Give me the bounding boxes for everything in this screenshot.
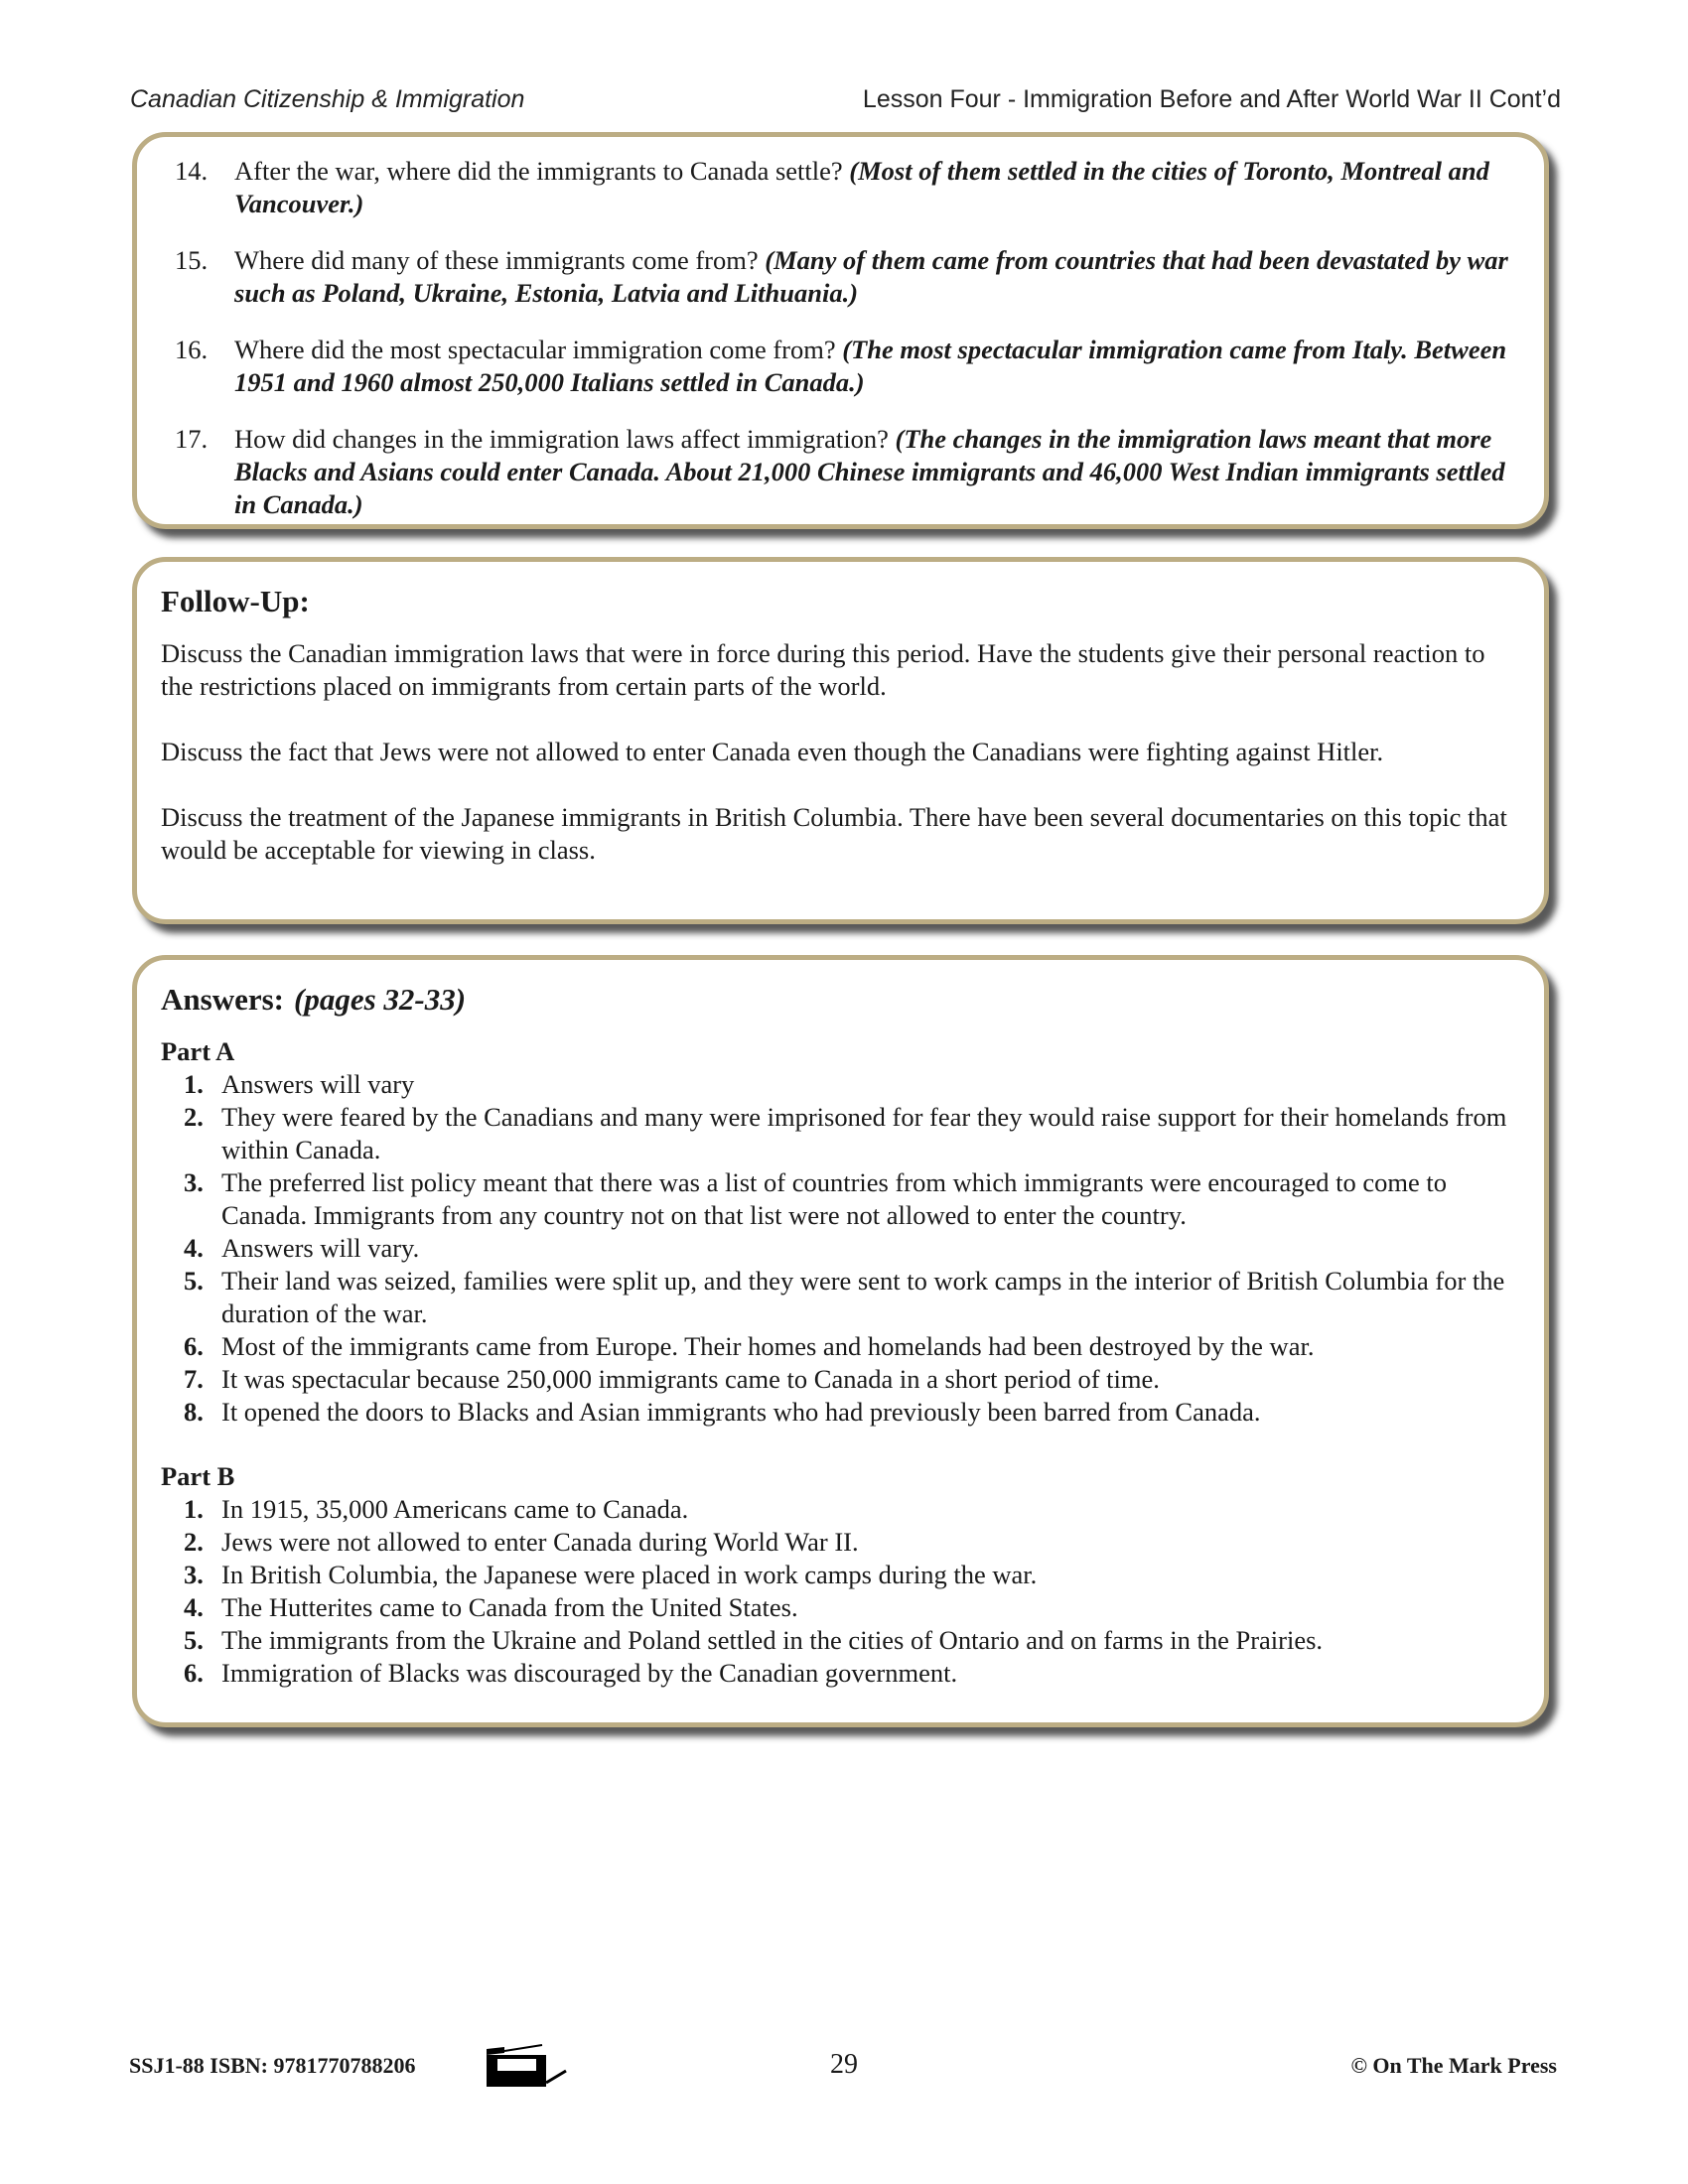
answer-item — [161, 1068, 1514, 1101]
part-b-title: Part B — [161, 1461, 235, 1491]
answer-text: The Hutterites came to Canada from the United States. — [221, 1592, 798, 1622]
answer-text: Answers will vary. — [221, 1233, 420, 1263]
answer-text: It opened the doors to Blacks and Asian immigrants who had previously been barred from Canada. — [221, 1397, 1261, 1427]
question: How did changes in the immigration laws affect immigration? — [234, 424, 896, 454]
question-text — [234, 155, 1524, 220]
answer-number: 7. — [184, 1364, 204, 1394]
follow-up-paragraph: Discuss the fact that Jews were not allowed to enter Canada even though the Canadians were fighting against Hitler. — [161, 737, 1384, 766]
footer-isbn: SSJ1-88 ISBN: 9781770788206 — [129, 2053, 416, 2078]
answer-number: 1. — [184, 1494, 204, 1524]
answer-number: 5. — [184, 1625, 204, 1655]
question-item — [175, 244, 1524, 310]
answer-item — [161, 1101, 1514, 1166]
answer-item — [161, 1166, 1514, 1232]
question-text — [234, 423, 1524, 521]
answer-item — [161, 1657, 1514, 1690]
questions-box — [132, 132, 1549, 529]
page-number: 29 — [830, 2049, 858, 2080]
answers-box — [132, 955, 1549, 1727]
answer-text: It was spectacular because 250,000 immigrants came to Canada in a short period of time. — [221, 1364, 1160, 1394]
answer-text: Immigration of Blacks was discouraged by the Canadian government. — [221, 1658, 958, 1688]
answer: (Most of them settled in the cities of Toronto, Montreal and Vancouver.) — [234, 156, 1489, 218]
answer-text: Jews were not allowed to enter Canada during World War II. — [221, 1527, 859, 1557]
answer-text: In British Columbia, the Japanese were placed in work camps during the war. — [221, 1560, 1038, 1589]
answer-item — [161, 1591, 1514, 1624]
footer-publisher: © On The Mark Press — [1350, 2053, 1557, 2078]
answers-label: Answers: — [161, 982, 284, 1017]
answer-text: The preferred list policy meant that there was a list of countries from which immigrants were encouraged to come to Canada. Immigrants from any country not on that list were not allowed to enter the country. — [221, 1167, 1448, 1230]
follow-up-paragraph: Discuss the treatment of the Japanese immigrants in British Columbia. There have been several documentaries on this topic that would be acceptable for viewing in class. — [161, 802, 1507, 865]
answer-item — [161, 1559, 1514, 1591]
answer-number: 5. — [184, 1266, 204, 1296]
answer-item — [161, 1330, 1514, 1363]
answer-item — [161, 1265, 1514, 1330]
question: Where did many of these immigrants come from? — [234, 245, 766, 275]
question: After the war, where did the immigrants to Canada settle? — [234, 156, 850, 186]
answer-number: 8. — [184, 1397, 204, 1427]
answer-text: They were feared by the Canadians and many were imprisoned for fear they would raise support for their homelands from within Canada. — [221, 1102, 1507, 1164]
answer-text: Their land was seized, families were split up, and they were sent to work camps in the interior of British Columbia for the duration of the war. — [221, 1266, 1505, 1328]
answer-item — [161, 1493, 1514, 1526]
header-book-title: Canadian Citizenship & Immigration — [130, 85, 525, 113]
part-b-list — [161, 1493, 1514, 1690]
answer-number: 2. — [184, 1102, 204, 1132]
answer-number: 3. — [184, 1167, 204, 1197]
question-text — [234, 334, 1524, 399]
answer-number: 2. — [184, 1527, 204, 1557]
follow-up-box — [132, 557, 1549, 924]
answer: (The most spectacular immigration came from Italy. Between 1951 and 1960 almost 250,000 Italians settled in Canada.) — [234, 335, 1507, 397]
follow-up-paragraph: Discuss the Canadian immigration laws that were in force during this period. Have the students give their personal reaction to the restrictions placed on immigrants from certain parts of the world. — [161, 638, 1485, 701]
question-item — [175, 334, 1524, 399]
question-number: 16. — [175, 335, 209, 364]
answer-item — [161, 1363, 1514, 1396]
photocopier-icon — [485, 2043, 574, 2093]
answers-title — [161, 982, 1514, 1018]
answer-text: Most of the immigrants came from Europe. Their homes and homelands had been destroyed by the war. — [221, 1331, 1315, 1361]
part-a-title: Part A — [161, 1036, 235, 1066]
header-lesson-title: Lesson Four - Immigration Before and After World War II Cont’d — [862, 85, 1561, 113]
answer-number: 4. — [184, 1233, 204, 1263]
answer-number: 3. — [184, 1560, 204, 1589]
answers-pages: (pages 32-33) — [294, 982, 467, 1017]
answer: (Many of them came from countries that had been devastated by war such as Poland, Ukraine, Estonia, Latvia and Lithuania.) — [234, 245, 1508, 308]
question-item — [175, 155, 1524, 220]
answer-text: The immigrants from the Ukraine and Poland settled in the cities of Ontario and on farms in the Prairies. — [221, 1625, 1324, 1655]
answer-number: 4. — [184, 1592, 204, 1622]
answer-number: 1. — [184, 1069, 204, 1099]
question-item — [175, 423, 1524, 521]
part-a-list — [161, 1068, 1514, 1429]
answer-text: In 1915, 35,000 Americans came to Canada. — [221, 1494, 689, 1524]
answer-number: 6. — [184, 1331, 204, 1361]
answer-item — [161, 1232, 1514, 1265]
question-text — [234, 244, 1524, 310]
follow-up-title: Follow-Up: — [161, 584, 310, 618]
answer-item — [161, 1396, 1514, 1429]
answer-number: 6. — [184, 1658, 204, 1688]
answer-text: Answers will vary — [221, 1069, 415, 1099]
answer-item — [161, 1526, 1514, 1559]
question-number: 14. — [175, 156, 209, 186]
question-number: 15. — [175, 245, 209, 275]
question: Where did the most spectacular immigration come from? — [234, 335, 843, 364]
question-number: 17. — [175, 424, 209, 454]
answer-item — [161, 1624, 1514, 1657]
answer: (The changes in the immigration laws meant that more Blacks and Asians could enter Canada. About 21,000 Chinese immigrants and 46,000 West Indian immigrants settled in Canada.) — [234, 424, 1505, 519]
